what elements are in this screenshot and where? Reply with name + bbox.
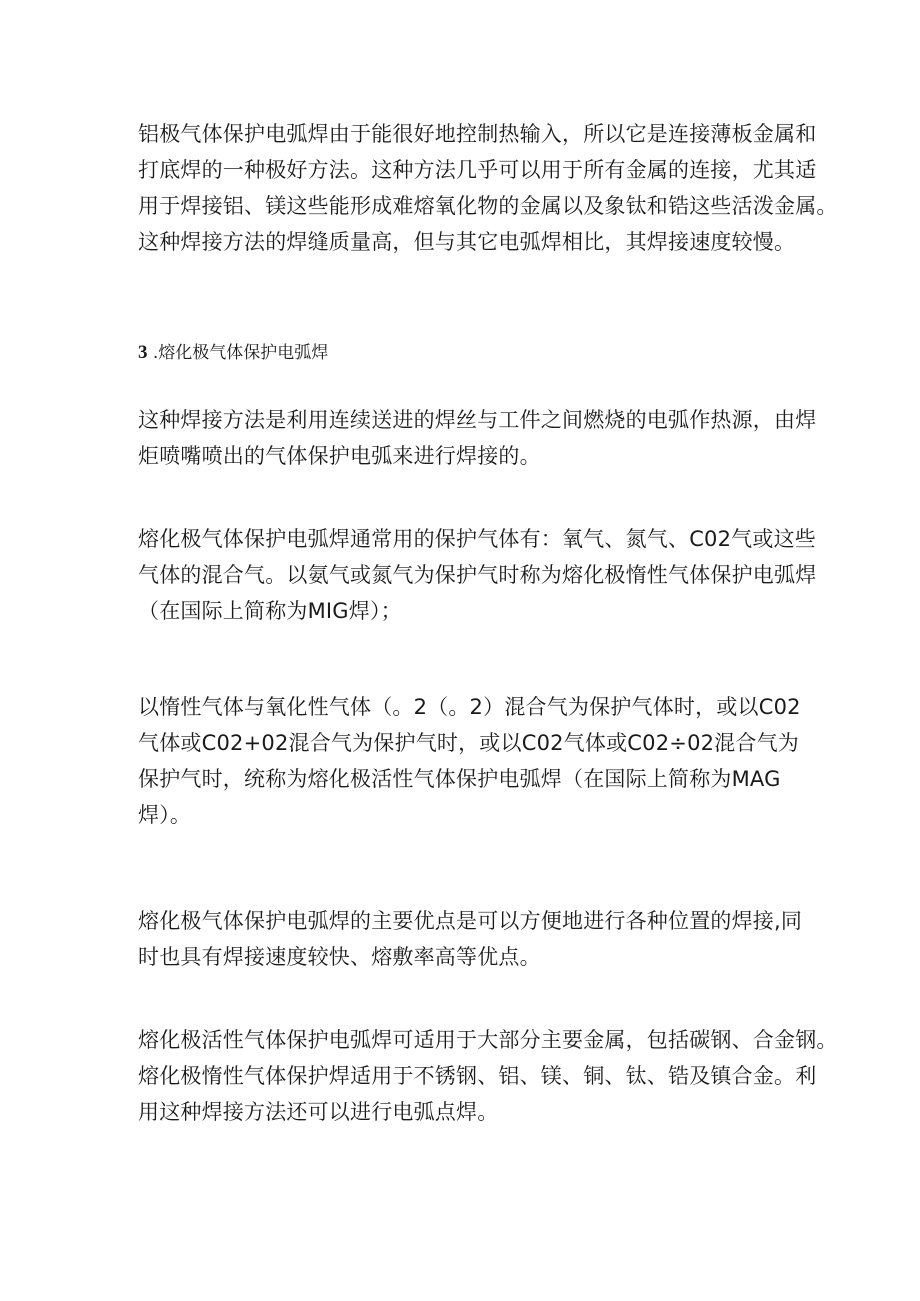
- text-line: 熔化极活性气体保护电弧焊可适用于大部分主要金属，包括碳钢、合金钢。: [138, 1028, 838, 1052]
- text-line: 气体的混合气。以氨气或氮气为保护气时称为熔化极惰性气体保护电弧焊: [138, 563, 817, 587]
- text-line: 以惰性气体与氧化性气体（。2（。2）混合气为保护气体时，或以C02: [138, 695, 801, 719]
- text-line: 保护气时，统称为熔化极活性气体保护电弧焊（在国际上简称为MAG: [138, 767, 781, 791]
- text-line: 这种焊接方法是利用连续送进的焊丝与工件之间燃烧的电弧作热源，由焊: [138, 408, 817, 432]
- text-line: 用这种焊接方法还可以进行电弧点焊。: [138, 1100, 499, 1124]
- text-line: 打底焊的一种极好方法。这种方法几乎可以用于所有金属的连接，尤其适: [138, 158, 817, 182]
- text-line: 铝极气体保护电弧焊由于能很好地控制热输入，所以它是连接薄板金属和: [138, 122, 817, 146]
- paragraph-3: [138, 521, 817, 629]
- text-line: 熔化极惰性气体保护焊适用于不锈钢、铝、镁、铜、钛、锆及镇合金。利: [138, 1064, 817, 1088]
- section-heading: [138, 338, 328, 368]
- text-line: 时也具有焊接速度较快、熔敷率高等优点。: [138, 945, 541, 969]
- paragraph-5: [138, 903, 803, 975]
- paragraph-6: [138, 1022, 838, 1130]
- section-number: 3: [138, 342, 148, 363]
- intro-paragraph: [138, 116, 838, 260]
- text-line: 炬喷嘴喷出的气体保护电弧来进行焊接的。: [138, 444, 541, 468]
- text-line: 气体或C02+02混合气为保护气时，或以C02气体或C02÷02混合气为: [138, 731, 799, 755]
- text-line: 用于焊接铝、镁这些能形成难熔氧化物的金属以及象钛和锆这些活泼金属。: [138, 194, 838, 218]
- text-line: （在国际上简称为MIG焊）；: [138, 599, 402, 623]
- paragraph-4: [138, 689, 801, 833]
- text-line: 焊）。: [138, 803, 192, 827]
- text-line: 这种焊接方法的焊缝质量高，但与其它电弧焊相比，其焊接速度较慢。: [138, 230, 796, 254]
- text-line: 熔化极气体保护电弧焊的主要优点是可以方便地进行各种位置的焊接,同: [138, 909, 803, 933]
- text-line: 熔化极气体保护电弧焊通常用的保护气体有：氧气、氮气、C02气或这些: [138, 527, 816, 551]
- paragraph-2: [138, 402, 817, 474]
- section-title: .熔化极气体保护电弧焊: [152, 343, 329, 363]
